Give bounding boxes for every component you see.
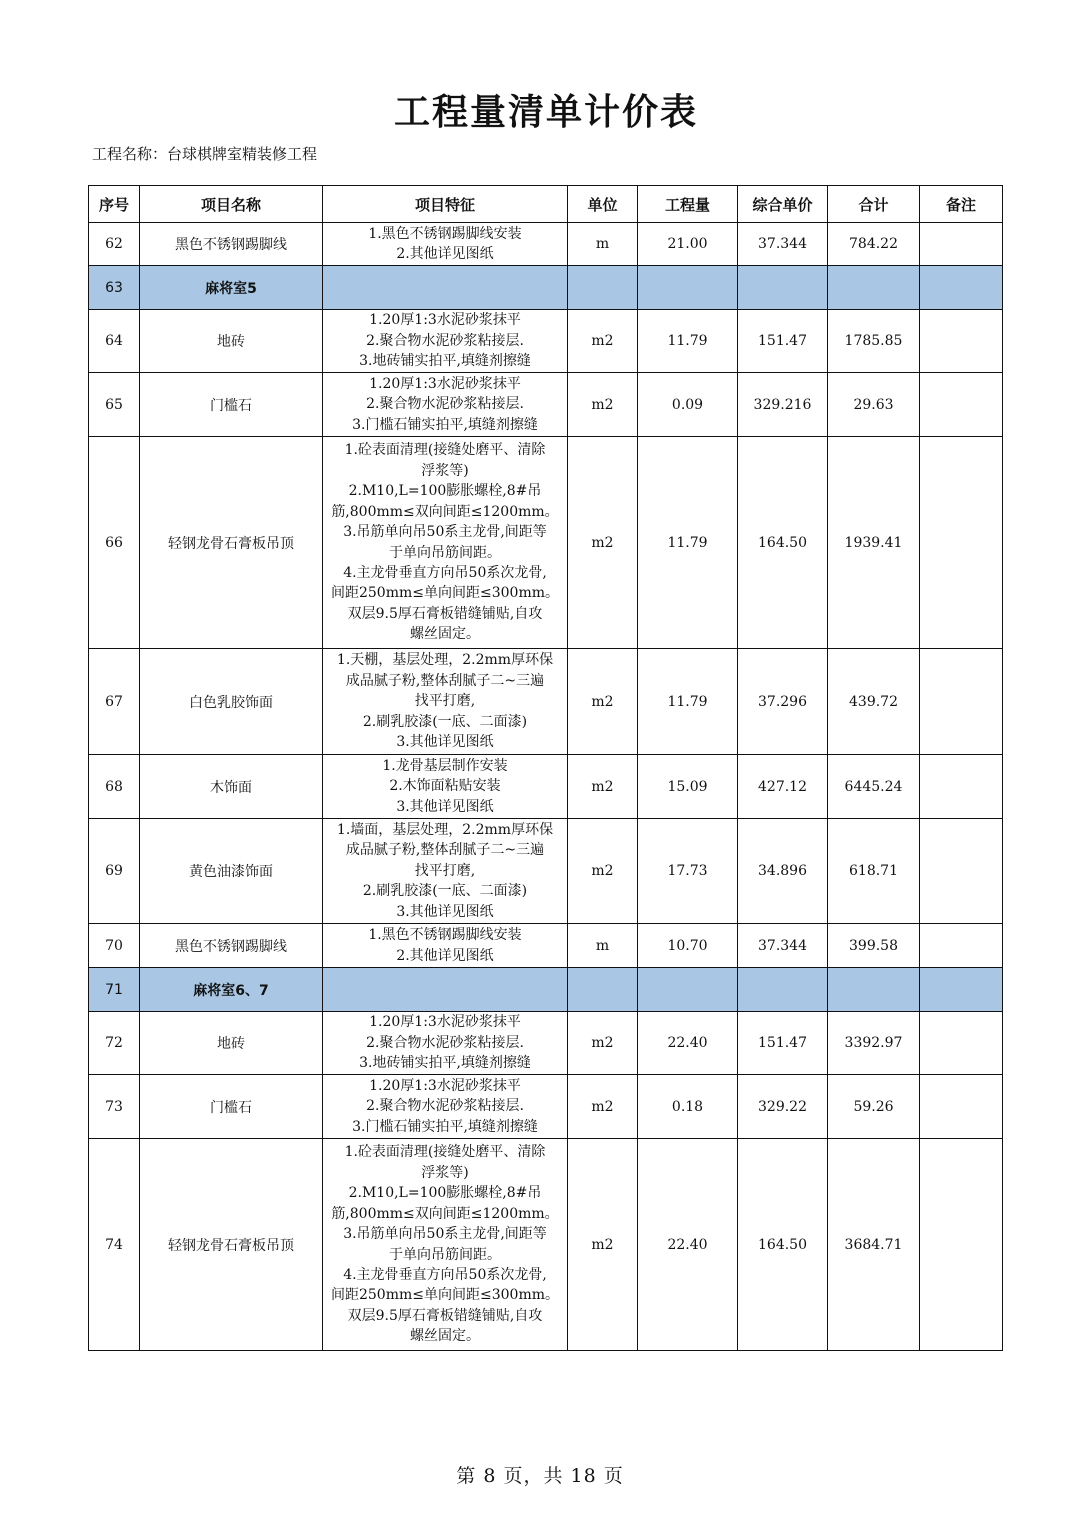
feature-line: 3.其他详见图纸	[396, 903, 494, 920]
table-row	[89, 1139, 1003, 1351]
row-seq: 69	[89, 819, 140, 924]
page-title: 工程量清单计价表	[393, 92, 698, 133]
item-features	[323, 437, 568, 649]
row-seq: 71	[89, 968, 140, 1012]
item-note	[920, 373, 1003, 437]
feature-line: 间距250mm≤单向间距≤300mm。	[330, 585, 559, 602]
column-header-total: 合计	[828, 186, 920, 223]
item-total: 3684.71	[828, 1139, 920, 1351]
empty-cell	[323, 266, 568, 310]
item-unit-price: 37.296	[738, 649, 828, 755]
item-note	[920, 1139, 1003, 1351]
feature-line: 1.砼表面清理(接缝处磨平、清除	[344, 1144, 546, 1161]
empty-cell	[638, 266, 738, 310]
item-unit-price: 34.896	[738, 819, 828, 924]
feature-line: 1.20厚1:3水泥砂浆抹平	[369, 375, 521, 392]
feature-line: 4.主龙骨垂直方向吊50系次龙骨,	[343, 564, 547, 581]
item-unit: m	[568, 223, 638, 266]
empty-cell	[828, 266, 920, 310]
item-unit-price: 164.50	[738, 437, 828, 649]
item-total: 1939.41	[828, 437, 920, 649]
item-total: 784.22	[828, 223, 920, 266]
item-quantity: 11.79	[638, 437, 738, 649]
empty-cell	[738, 968, 828, 1012]
item-name: 地砖	[140, 1012, 323, 1075]
row-seq: 65	[89, 373, 140, 437]
row-seq: 74	[89, 1139, 140, 1351]
table-row	[89, 223, 1003, 266]
feature-line: 双层9.5厚石膏板错缝铺贴,自攻	[347, 1307, 543, 1324]
column-header-name: 项目名称	[140, 186, 323, 223]
item-unit: m	[568, 924, 638, 968]
item-name: 轻钢龙骨石膏板吊顶	[140, 437, 323, 649]
feature-line: 找平打磨,	[414, 693, 476, 710]
column-header-unit-price: 综合单价	[738, 186, 828, 223]
item-features	[323, 223, 568, 266]
table-header	[89, 186, 1003, 223]
feature-line: 3.地砖铺实拍平,填缝剂擦缝	[359, 353, 531, 370]
item-total: 399.58	[828, 924, 920, 968]
item-features	[323, 924, 568, 968]
feature-line: 2.木饰面粘贴安装	[389, 778, 501, 795]
page-footer: 第 8 页，共 18 页	[456, 1465, 624, 1487]
feature-line: 3.地砖铺实拍平,填缝剂擦缝	[359, 1055, 531, 1072]
feature-line: 2.聚合物水泥砂浆粘接层.	[366, 396, 524, 413]
feature-line: 找平打磨,	[414, 862, 476, 879]
item-unit: m2	[568, 1075, 638, 1139]
feature-line: 2.聚合物水泥砂浆粘接层.	[366, 1034, 524, 1051]
table-row	[89, 819, 1003, 924]
feature-line: 1.20厚1:3水泥砂浆抹平	[369, 1014, 521, 1031]
item-total: 29.63	[828, 373, 920, 437]
empty-cell	[920, 968, 1003, 1012]
item-unit-price: 164.50	[738, 1139, 828, 1351]
feature-line: 螺丝固定。	[410, 626, 480, 643]
item-quantity: 11.79	[638, 310, 738, 373]
item-name: 木饰面	[140, 755, 323, 819]
feature-line: 筋,800mm≤双向间距≤1200mm。	[331, 1205, 559, 1222]
item-unit: m2	[568, 310, 638, 373]
item-unit-price: 329.22	[738, 1075, 828, 1139]
item-unit-price: 427.12	[738, 755, 828, 819]
table-row	[89, 924, 1003, 968]
row-seq: 72	[89, 1012, 140, 1075]
column-header-quantity: 工程量	[638, 186, 738, 223]
row-seq: 70	[89, 924, 140, 968]
table-row	[89, 437, 1003, 649]
feature-line: 3.门槛石铺实拍平,填缝剂擦缝	[352, 1118, 538, 1135]
item-unit: m2	[568, 437, 638, 649]
row-seq: 68	[89, 755, 140, 819]
column-header-unit: 单位	[568, 186, 638, 223]
item-note	[920, 1075, 1003, 1139]
feature-line: 1.黑色不锈钢踢脚线安装	[368, 225, 522, 242]
section-name: 麻将室5	[140, 266, 323, 310]
item-unit-price: 151.47	[738, 310, 828, 373]
feature-line: 2.聚合物水泥砂浆粘接层.	[366, 332, 524, 349]
item-name: 门槛石	[140, 1075, 323, 1139]
item-quantity: 0.18	[638, 1075, 738, 1139]
item-total: 3392.97	[828, 1012, 920, 1075]
item-unit-price: 329.216	[738, 373, 828, 437]
feature-line: 2.刷乳胶漆(一底、二面漆)	[362, 713, 528, 730]
item-total: 59.26	[828, 1075, 920, 1139]
item-unit: m2	[568, 1139, 638, 1351]
row-seq: 63	[89, 266, 140, 310]
table-row	[89, 1012, 1003, 1075]
feature-line: 2.刷乳胶漆(一底、二面漆)	[362, 883, 528, 900]
feature-line: 2.其他详见图纸	[396, 246, 494, 262]
item-quantity: 22.40	[638, 1139, 738, 1351]
feature-line: 2.M10,L=100膨胀螺栓,8#吊	[348, 483, 542, 500]
feature-line: 成品腻子粉,整体刮腻子二~三遍	[345, 842, 545, 859]
feature-line: 1.20厚1:3水泥砂浆抹平	[369, 312, 521, 329]
item-name: 黑色不锈钢踢脚线	[140, 223, 323, 266]
feature-line: 1.砼表面清理(接缝处磨平、清除	[344, 442, 546, 459]
table-row	[89, 649, 1003, 755]
item-unit: m2	[568, 649, 638, 755]
item-name: 地砖	[140, 310, 323, 373]
feature-line: 1.20厚1:3水泥砂浆抹平	[369, 1077, 521, 1094]
item-features	[323, 1012, 568, 1075]
column-header-note: 备注	[920, 186, 1003, 223]
item-total: 439.72	[828, 649, 920, 755]
table-row	[89, 373, 1003, 437]
feature-line: 4.主龙骨垂直方向吊50系次龙骨,	[343, 1266, 547, 1283]
item-quantity: 11.79	[638, 649, 738, 755]
item-features	[323, 1139, 568, 1351]
empty-cell	[738, 266, 828, 310]
item-unit: m2	[568, 373, 638, 437]
empty-cell	[568, 968, 638, 1012]
item-note	[920, 924, 1003, 968]
feature-line: 于单向吊筋间距。	[389, 544, 501, 561]
feature-line: 1.龙骨基层制作安装	[382, 757, 508, 774]
item-unit-price: 151.47	[738, 1012, 828, 1075]
item-features	[323, 373, 568, 437]
empty-cell	[828, 968, 920, 1012]
item-unit-price: 37.344	[738, 223, 828, 266]
feature-line: 于单向吊筋间距。	[389, 1246, 501, 1263]
empty-cell	[638, 968, 738, 1012]
row-seq: 73	[89, 1075, 140, 1139]
empty-cell	[323, 968, 568, 1012]
item-features	[323, 649, 568, 755]
feature-line: 1.黑色不锈钢踢脚线安装	[368, 927, 522, 944]
feature-line: 3.其他详见图纸	[396, 798, 494, 815]
item-note	[920, 437, 1003, 649]
item-total: 1785.85	[828, 310, 920, 373]
feature-line: 3.其他详见图纸	[396, 734, 494, 751]
item-name: 白色乳胶饰面	[140, 649, 323, 755]
section-row	[89, 266, 1003, 310]
item-quantity: 10.70	[638, 924, 738, 968]
feature-line: 浮浆等)	[421, 462, 469, 479]
column-header-features: 项目特征	[323, 186, 568, 223]
feature-line: 3.吊筋单向吊50系主龙骨,间距等	[343, 1226, 547, 1243]
bill-table	[88, 185, 1003, 1351]
item-note	[920, 755, 1003, 819]
item-features	[323, 1075, 568, 1139]
project-name: 工程名称：台球棋牌室精装修工程	[92, 145, 318, 163]
item-name: 轻钢龙骨石膏板吊顶	[140, 1139, 323, 1351]
item-name: 门槛石	[140, 373, 323, 437]
item-unit: m2	[568, 755, 638, 819]
row-seq: 64	[89, 310, 140, 373]
feature-line: 螺丝固定。	[410, 1328, 480, 1345]
row-seq: 67	[89, 649, 140, 755]
feature-line: 间距250mm≤单向间距≤300mm。	[330, 1287, 559, 1304]
item-features	[323, 310, 568, 373]
item-note	[920, 1012, 1003, 1075]
item-name: 黑色不锈钢踢脚线	[140, 924, 323, 968]
feature-line: 1.墙面，基层处理，2.2mm厚环保	[336, 821, 554, 838]
table-row	[89, 310, 1003, 373]
item-features	[323, 755, 568, 819]
item-unit-price: 37.344	[738, 924, 828, 968]
empty-cell	[568, 266, 638, 310]
item-total: 618.71	[828, 819, 920, 924]
feature-line: 双层9.5厚石膏板错缝铺贴,自攻	[347, 605, 543, 622]
empty-cell	[920, 266, 1003, 310]
item-quantity: 0.09	[638, 373, 738, 437]
feature-line: 浮浆等)	[421, 1164, 469, 1181]
feature-line: 成品腻子粉,整体刮腻子二~三遍	[345, 672, 545, 689]
row-seq: 62	[89, 223, 140, 266]
item-quantity: 22.40	[638, 1012, 738, 1075]
item-name: 黄色油漆饰面	[140, 819, 323, 924]
item-quantity: 17.73	[638, 819, 738, 924]
section-name: 麻将室6、7	[140, 968, 323, 1012]
feature-line: 2.其他详见图纸	[396, 947, 494, 964]
feature-line: 1.天棚，基层处理，2.2mm厚环保	[336, 652, 554, 669]
feature-line: 2.聚合物水泥砂浆粘接层.	[366, 1098, 524, 1115]
item-features	[323, 819, 568, 924]
section-row	[89, 968, 1003, 1012]
feature-line: 筋,800mm≤双向间距≤1200mm。	[331, 503, 559, 520]
feature-line: 3.吊筋单向吊50系主龙骨,间距等	[343, 524, 547, 541]
item-unit: m2	[568, 819, 638, 924]
item-note	[920, 649, 1003, 755]
item-quantity: 21.00	[638, 223, 738, 266]
row-seq: 66	[89, 437, 140, 649]
item-note	[920, 310, 1003, 373]
table-row	[89, 755, 1003, 819]
feature-line: 2.M10,L=100膨胀螺栓,8#吊	[348, 1185, 542, 1202]
table-row	[89, 1075, 1003, 1139]
item-quantity: 15.09	[638, 755, 738, 819]
item-note	[920, 819, 1003, 924]
item-unit: m2	[568, 1012, 638, 1075]
feature-line: 3.门槛石铺实拍平,填缝剂擦缝	[352, 416, 538, 433]
item-total: 6445.24	[828, 755, 920, 819]
item-note	[920, 223, 1003, 266]
column-header-seq: 序号	[89, 186, 140, 223]
